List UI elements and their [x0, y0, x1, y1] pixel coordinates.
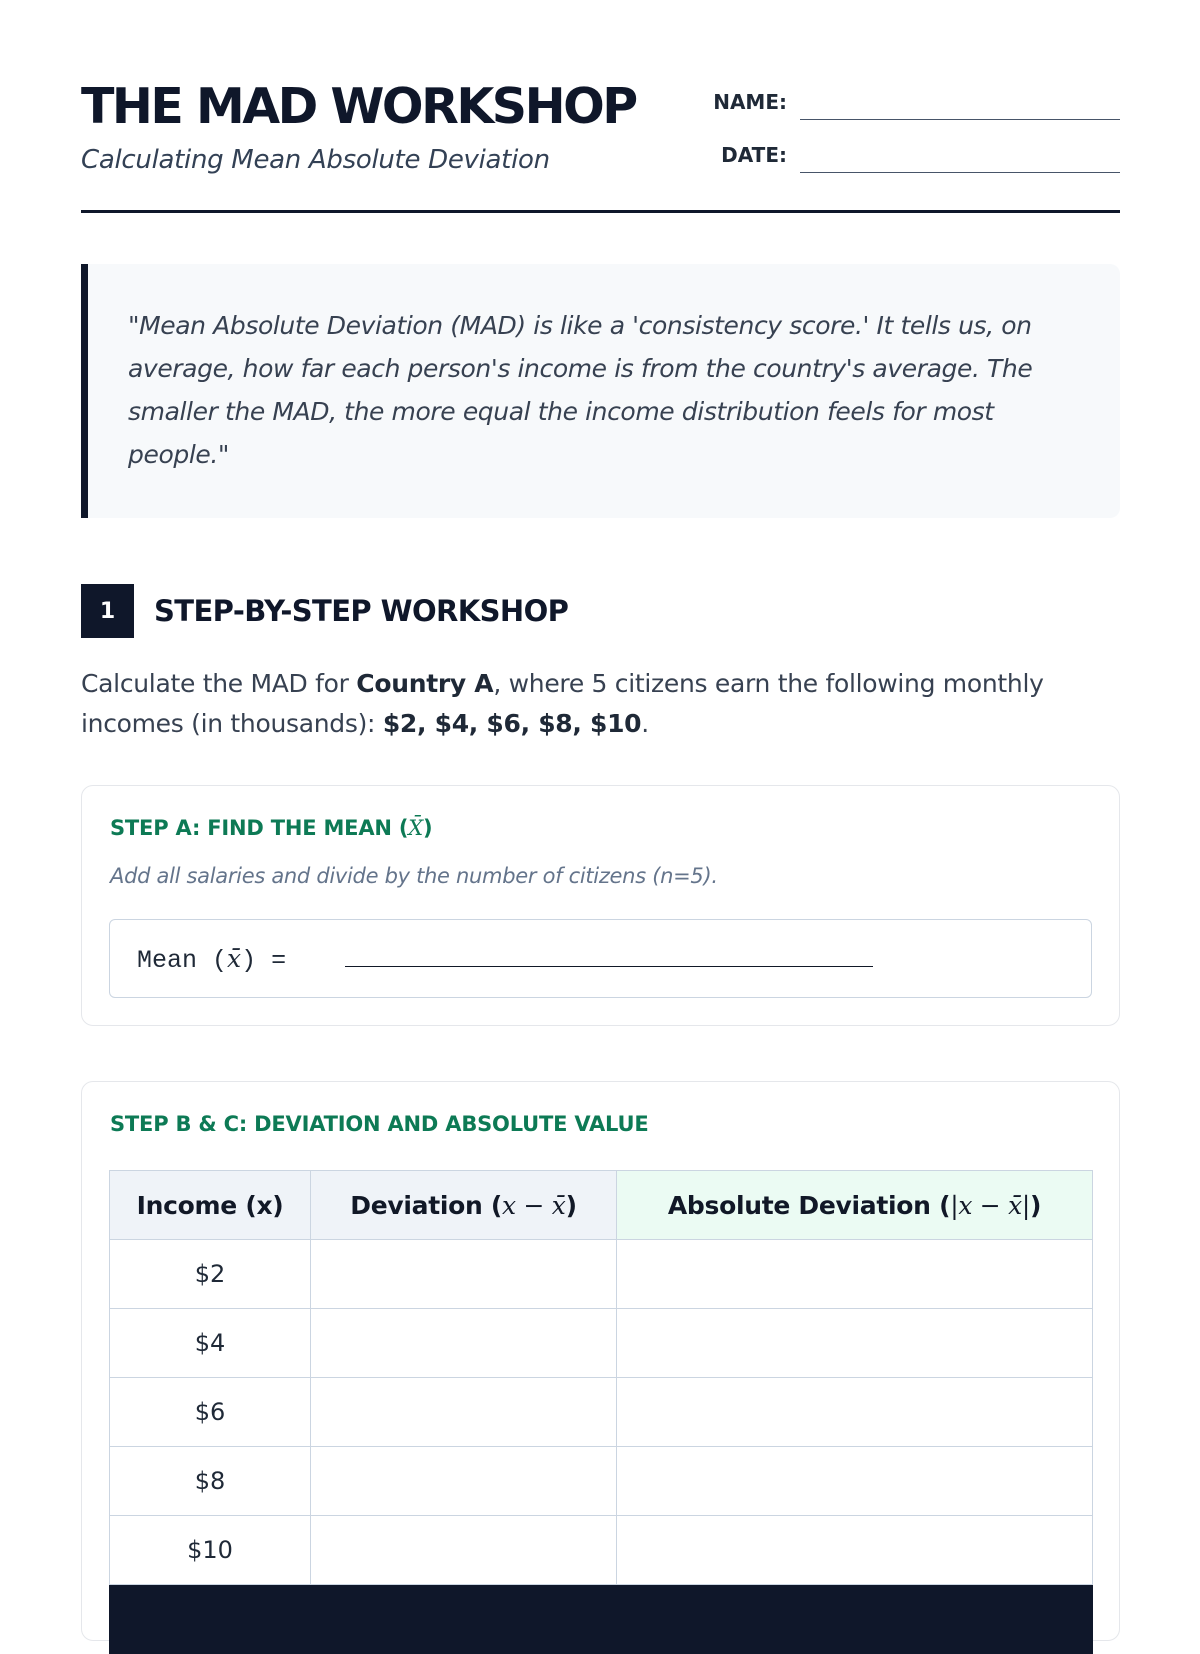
income-values: $2, $4, $6, $8, $10: [382, 709, 642, 738]
section-number-badge: 1: [81, 584, 134, 638]
table-row: [110, 1447, 1093, 1516]
mean-answer-blank[interactable]: [345, 966, 873, 967]
absolute-deviation-answer-cell[interactable]: [617, 1240, 1093, 1309]
income-cell: $8: [110, 1447, 311, 1516]
table-row: [110, 1378, 1093, 1447]
total-row-cell: [311, 1585, 617, 1654]
step-a-title: STEP A: FIND THE MEAN (X̄): [110, 816, 433, 840]
income-cell: $10: [110, 1516, 311, 1585]
table-total-row: [110, 1585, 1093, 1654]
absolute-deviation-column-header: Absolute Deviation (|x − x̄|): [617, 1171, 1093, 1240]
name-label: NAME:: [713, 90, 787, 114]
table-row: [110, 1240, 1093, 1309]
income-column-header: Income (x): [110, 1171, 311, 1240]
total-row-cell: [617, 1585, 1093, 1654]
income-cell: $6: [110, 1378, 311, 1447]
mean-answer-box[interactable]: [109, 919, 1092, 998]
country-name: Country A: [356, 669, 494, 698]
step-a-card: [81, 785, 1120, 1026]
problem-statement: Calculate the MAD for Country A, where 5 citizens earn the following monthly incomes (in thousands): $2, $4, $6, $8, $10.: [81, 669, 1044, 738]
deviation-answer-cell[interactable]: [311, 1516, 617, 1585]
absolute-deviation-answer-cell[interactable]: [617, 1309, 1093, 1378]
deviation-answer-cell[interactable]: [311, 1447, 617, 1516]
income-cell: $4: [110, 1309, 311, 1378]
step-a-hint: Add all salaries and divide by the number of citizens (n=5).: [110, 864, 718, 888]
absolute-deviation-answer-cell[interactable]: [617, 1447, 1093, 1516]
mean-equation-label: Mean (x̄) =: [137, 944, 287, 975]
intro-quote: [81, 264, 1120, 518]
section-title: STEP-BY-STEP WORKSHOP: [154, 594, 569, 628]
income-cell: $2: [110, 1240, 311, 1309]
quote-text: "Mean Absolute Deviation (MAD) is like a 'consistency score.' It tells us, on average, how far each person's income is from the country's average. The smaller the MAD, the more equal the income distribution feels for most people.": [128, 311, 1033, 469]
name-field[interactable]: [691, 90, 1120, 120]
worksheet-header: [81, 0, 1120, 213]
name-blank-line[interactable]: [800, 119, 1120, 120]
total-row-cell: [110, 1585, 311, 1654]
page-subtitle: Calculating Mean Absolute Deviation: [81, 145, 550, 175]
step-bc-title: STEP B & C: DEVIATION AND ABSOLUTE VALUE: [110, 1112, 649, 1136]
date-blank-line[interactable]: [800, 172, 1120, 173]
page-title: THE MAD WORKSHOP: [81, 78, 636, 135]
step-bc-card: [81, 1081, 1120, 1641]
table-row: [110, 1516, 1093, 1585]
table-header-row: [110, 1171, 1093, 1240]
date-label: DATE:: [721, 143, 787, 167]
date-field[interactable]: [691, 143, 1120, 173]
deviation-column-header: Deviation (x − x̄): [311, 1171, 617, 1240]
absolute-deviation-answer-cell[interactable]: [617, 1516, 1093, 1585]
deviation-answer-cell[interactable]: [311, 1309, 617, 1378]
deviation-answer-cell[interactable]: [311, 1240, 617, 1309]
deviation-answer-cell[interactable]: [311, 1378, 617, 1447]
worksheet-page: [81, 0, 1120, 1564]
absolute-deviation-answer-cell[interactable]: [617, 1378, 1093, 1447]
deviation-table: [109, 1170, 1093, 1654]
table-row: [110, 1309, 1093, 1378]
